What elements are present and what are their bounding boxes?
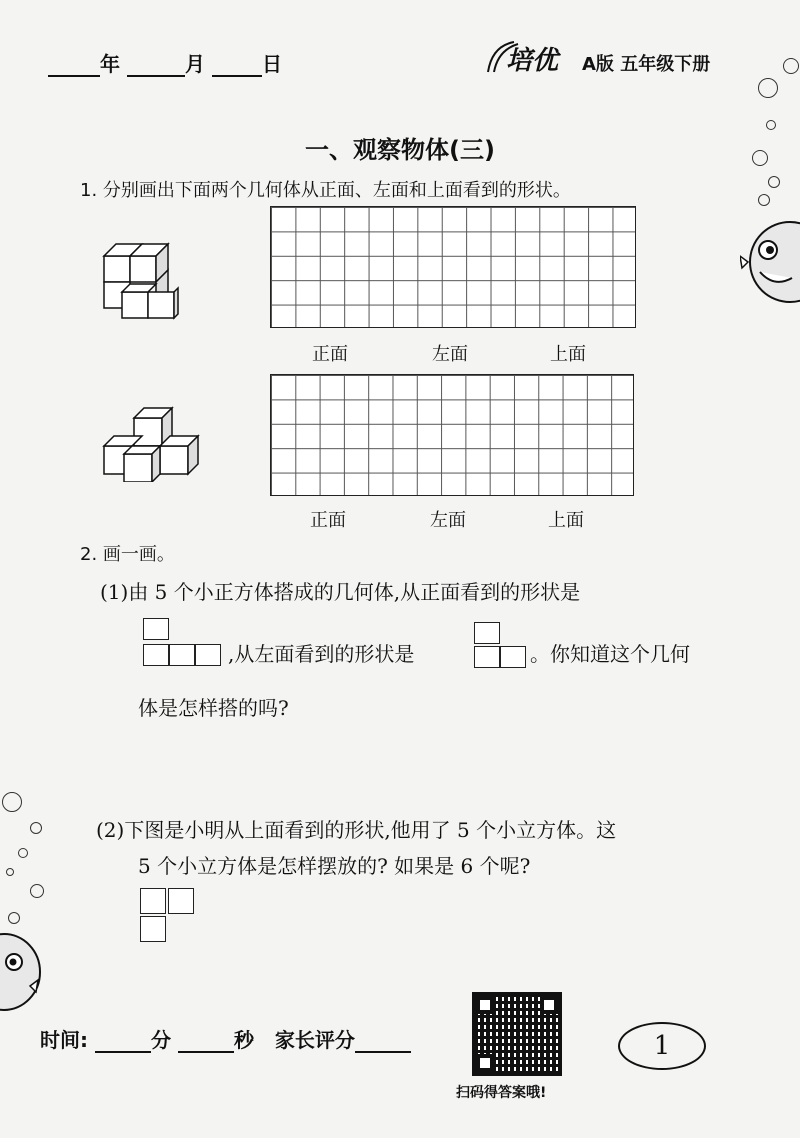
- cube-solid-2: [98, 404, 210, 482]
- bubble-icon: [758, 78, 778, 98]
- bubble-icon: [783, 58, 799, 74]
- page-title: 一、观察物体(三): [305, 136, 495, 164]
- parent-score-label: 家长评分: [274, 1028, 355, 1052]
- year-blank[interactable]: [48, 57, 100, 77]
- bubble-icon: [768, 176, 780, 188]
- bubble-icon: [758, 194, 770, 206]
- top-view-shape: [140, 888, 200, 946]
- label-front-1: 正面: [312, 344, 348, 365]
- month-blank[interactable]: [127, 57, 185, 77]
- date-line: [48, 48, 282, 77]
- footer-time: [40, 1024, 411, 1053]
- label-front-2: 正面: [310, 510, 346, 531]
- q2-p1-line2b: 。你知道这个几何: [530, 642, 690, 666]
- cube-solid-1: [98, 238, 184, 326]
- month-label: 月: [184, 52, 205, 76]
- q2-p2-line2: 5 个小立方体是怎样摆放的? 如果是 6 个呢?: [138, 854, 531, 878]
- drawing-grid-2[interactable]: [270, 374, 634, 496]
- second-blank[interactable]: [178, 1033, 234, 1053]
- qr-code[interactable]: [472, 992, 562, 1076]
- bubble-icon: [30, 822, 42, 834]
- q2-heading: 2. 画一画。: [80, 544, 175, 565]
- label-left-1: 左面: [432, 344, 468, 365]
- q2-p1-line1: (1)由 5 个小正方体搭成的几何体,从正面看到的形状是: [100, 580, 581, 604]
- drawing-grid-1[interactable]: [270, 206, 636, 328]
- label-top-2: 上面: [548, 510, 584, 531]
- q2-p2-line1: (2)下图是小明从上面看到的形状,他用了 5 个小立方体。这: [96, 818, 617, 842]
- day-blank[interactable]: [212, 57, 262, 77]
- label-top-1: 上面: [550, 344, 586, 365]
- bubble-icon: [18, 848, 28, 858]
- minute-label: 分: [150, 1028, 171, 1052]
- bubble-icon: [30, 884, 44, 898]
- left-view-shape: [474, 622, 534, 676]
- label-left-2: 左面: [430, 510, 466, 531]
- bubble-icon: [2, 792, 22, 812]
- q2-p1-line2a: ,从左面看到的形状是: [228, 642, 415, 666]
- page-number: 1: [618, 1022, 706, 1070]
- day-label: 日: [261, 52, 282, 76]
- year-label: 年: [100, 52, 120, 76]
- parent-score-blank[interactable]: [355, 1033, 411, 1053]
- fish-icon: [0, 928, 44, 1018]
- brand-logo: [484, 38, 574, 76]
- front-view-shape: [143, 618, 233, 674]
- fish-icon: [740, 212, 800, 312]
- time-label: 时间:: [40, 1028, 88, 1052]
- bubble-icon: [8, 912, 20, 924]
- book-info: A版 五年级下册: [582, 54, 711, 75]
- qr-caption: 扫码得答案哦!: [456, 1085, 547, 1101]
- bubble-icon: [766, 120, 776, 130]
- minute-blank[interactable]: [95, 1033, 151, 1053]
- second-label: 秒: [233, 1028, 254, 1052]
- q2-p1-line3: 体是怎样搭的吗?: [138, 696, 289, 720]
- logo-text: 培优: [506, 46, 559, 76]
- bubble-icon: [6, 868, 14, 876]
- q1-text: 1. 分别画出下面两个几何体从正面、左面和上面看到的形状。: [80, 180, 571, 201]
